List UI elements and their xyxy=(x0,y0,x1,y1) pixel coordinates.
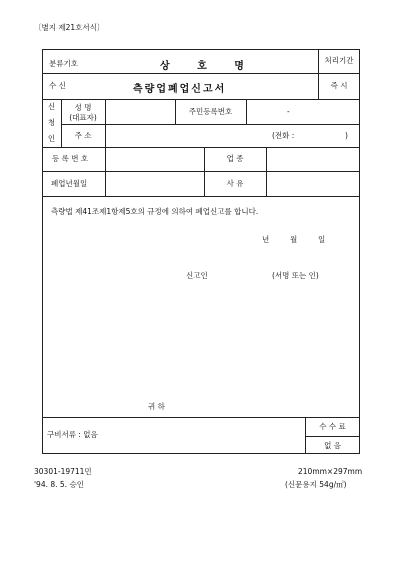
divider xyxy=(42,147,360,148)
paper-type: (신문용지 54g/㎡) xyxy=(285,480,347,489)
fee-value: 없 음 xyxy=(324,441,341,450)
divider xyxy=(42,99,360,100)
divider xyxy=(266,147,267,196)
divider xyxy=(305,436,360,437)
date-month: 월 xyxy=(290,235,298,244)
fee-label: 수 수 료 xyxy=(319,422,346,431)
form-code: 〔별지 제21호서식〕 xyxy=(34,23,105,32)
divider xyxy=(246,99,247,124)
approval-note: '94. 8. 5. 승인 xyxy=(34,480,84,489)
reg-no-label: 등 록 번 호 xyxy=(52,154,89,163)
form-title: 측량업폐업신고서 xyxy=(133,84,227,95)
applicant-section-label: 청 xyxy=(47,118,56,127)
applicant-section-label: 신 xyxy=(47,102,56,111)
resident-no-label: 주민등록번호 xyxy=(188,107,233,116)
divider xyxy=(42,417,360,418)
processing-period-value: 즉 시 xyxy=(330,81,348,90)
addressee-suffix: 귀 하 xyxy=(148,402,165,411)
class-no-label: 분류기호 xyxy=(49,59,78,68)
divider xyxy=(42,171,360,172)
phone-label: (전화 : xyxy=(272,131,295,140)
paper-size: 210mm×297mm xyxy=(298,467,363,476)
divider xyxy=(318,73,360,74)
applicant-section-label: 인 xyxy=(47,134,56,143)
doc-number: 30301-19711민 xyxy=(34,467,92,476)
trade-name-label: 상 호 명 xyxy=(160,61,256,72)
reason-label: 사 유 xyxy=(226,179,244,188)
name-label: 성 명 xyxy=(74,103,92,112)
required-documents: 구비서류 : 없음 xyxy=(47,430,98,439)
processing-period-label: 처리기간 xyxy=(324,56,354,65)
address-label: 주 소 xyxy=(74,131,92,140)
date-day: 일 xyxy=(318,235,326,244)
divider xyxy=(42,73,318,74)
closure-date-label: 폐업년월일 xyxy=(51,179,88,188)
name-sub-label: (대표자) xyxy=(69,113,97,122)
statement-text: 측량법 제41조제1항제5호의 규정에 의하여 폐업신고를 합니다. xyxy=(51,207,259,216)
divider xyxy=(105,99,106,196)
recipient-label: 수 신 xyxy=(49,81,66,90)
signature-label: (서명 또는 인) xyxy=(272,271,319,280)
divider xyxy=(42,196,360,197)
date-year: 년 xyxy=(262,235,270,244)
resident-no-separator: - xyxy=(287,107,290,116)
reporter-label: 신고인 xyxy=(186,271,208,280)
phone-close: ) xyxy=(345,131,348,140)
business-type-label: 업 종 xyxy=(226,154,244,163)
